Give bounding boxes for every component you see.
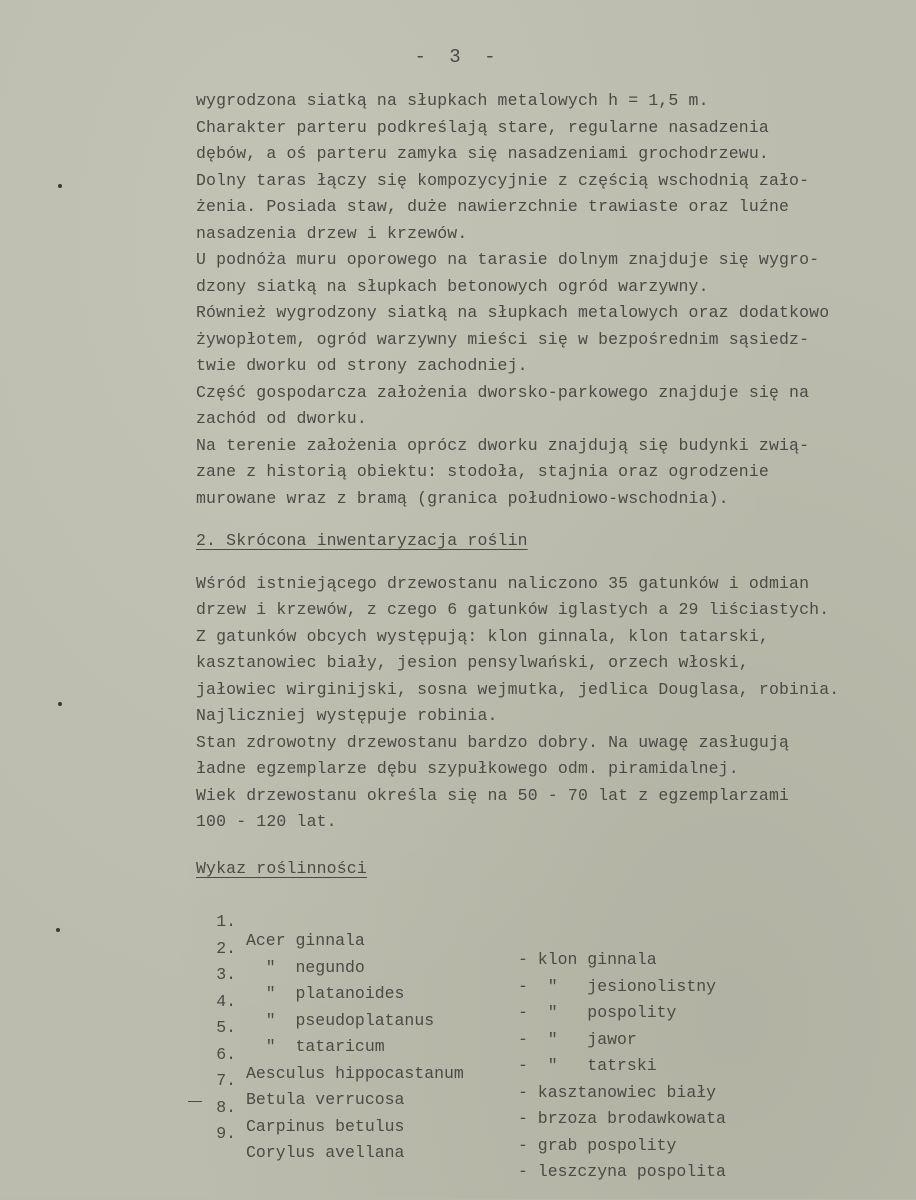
text-line: Wśród istniejącego drzewostanu naliczono 35 gatunków i odmian xyxy=(196,573,810,593)
text-line: murowane wraz z bramą (granica południowo-wschodnia). xyxy=(196,488,729,508)
plant-number: 9. xyxy=(216,1124,236,1143)
text-line: Wiek drzewostanu określa się na 50 - 70 lat z egzemplarzami xyxy=(196,785,790,805)
text-line: Na terenie założenia oprócz dworku znajdują się budynki zwią- xyxy=(196,435,810,455)
text-line: zachód od dworku. xyxy=(196,409,367,428)
plant-number: 7. xyxy=(216,1071,236,1090)
plant-polish-name: - " jesionolistny xyxy=(518,976,717,996)
plant-polish-name: - kasztanowiec biały xyxy=(518,1082,717,1102)
plant-latin-name: Aesculus hippocastanum xyxy=(246,1063,464,1083)
plant-latin-name: " platanoides xyxy=(246,984,405,1003)
plant-polish-name: - " tatrski xyxy=(518,1056,657,1075)
plant-latin-name: Carpinus betulus xyxy=(246,1116,405,1136)
plant-polish-name: - " jawor xyxy=(518,1029,637,1049)
plant-number: 5. xyxy=(216,1018,236,1037)
document-body xyxy=(196,88,908,882)
text-line: Najliczniej występuje robinia. xyxy=(196,706,498,725)
text-line: drzew i krzewów, z czego 6 gatunków iglastych a 29 liściastych. xyxy=(196,600,830,619)
plant-number: 3. xyxy=(216,965,236,984)
plant-polish-name: - klon ginnala xyxy=(518,950,657,969)
plant-polish-name: - " pospolity xyxy=(518,1003,677,1022)
page-number: - 3 - xyxy=(414,46,502,68)
plant-latin-name: Acer ginnala xyxy=(246,931,365,950)
text-line: Charakter parteru podkreślają stare, regularne nasadzenia xyxy=(196,117,769,137)
margin-dot xyxy=(58,702,62,706)
text-line: żenia. Posiada staw, duże nawierzchnie trawiaste oraz luźne xyxy=(196,197,790,216)
text-line: Również wygrodzony siatką na słupkach metalowych oraz dodatkowo xyxy=(196,303,830,322)
text-line: Dolny taras łączy się kompozycyjnie z częścią wschodnią zało- xyxy=(196,170,810,190)
margin-dot xyxy=(56,928,60,932)
text-line: U podnóża muru oporowego na tarasie dolnym znajduje się wygro- xyxy=(196,250,820,269)
text-line: żywopłotem, ogród warzywny mieści się w bezpośrednim sąsiedz- xyxy=(196,329,810,349)
plant-polish-name: - grab pospolity xyxy=(518,1135,677,1155)
text-line: nasadzenia drzew i krzewów. xyxy=(196,223,468,243)
plant-latin-name: Betula verrucosa xyxy=(246,1090,405,1109)
plant-number: 4. xyxy=(216,991,236,1011)
text-line: jałowiec wirginijski, sosna wejmutka, jedlica Douglasa, robinia. xyxy=(196,679,840,699)
text-line: Stan zdrowotny drzewostanu bardzo dobry. Na uwagę zasługują xyxy=(196,732,790,752)
plant-polish-name: - brzoza brodawkowata xyxy=(518,1109,726,1128)
text-line: twie dworku od strony zachodniej. xyxy=(196,356,528,375)
plant-latin-name: Corylus avellana xyxy=(246,1143,405,1162)
text-line: Część gospodarcza założenia dworsko-parkowego znajduje się na xyxy=(196,382,810,402)
margin-dot xyxy=(58,184,62,188)
section-heading: 2. Skrócona inwentaryzacja roślin xyxy=(196,531,528,550)
plant-polish-name: - leszczyna pospolita xyxy=(518,1162,726,1181)
plant-number: 2. xyxy=(216,938,236,958)
text-line: dzony siatką na słupkach betonowych ogród warzywny. xyxy=(196,276,709,296)
plant-number: 1. xyxy=(216,912,236,931)
plant-list xyxy=(196,893,908,1181)
plant-number: 8. xyxy=(216,1097,236,1117)
plant-latin-name: " pseudoplatanus xyxy=(246,1010,435,1030)
text-line: Z gatunków obcych występują: klon ginnala, klon tatarski, xyxy=(196,626,769,646)
text-line: wygrodzona siatką na słupkach metalowych h = 1,5 m. xyxy=(196,91,709,110)
plant-latin-name: " tataricum xyxy=(246,1037,385,1056)
text-line: 100 - 120 lat. xyxy=(196,812,337,831)
plant-latin-name: " negundo xyxy=(246,957,365,977)
text-line: dębów, a oś parteru zamyka się nasadzeniami grochodrzewu. xyxy=(196,144,769,163)
plant-number: 6. xyxy=(216,1044,236,1064)
text-line: ładne egzemplarze dębu szypułkowego odm. piramidalnej. xyxy=(196,759,739,778)
text-line: zane z historią obiektu: stodoła, stajnia oraz ogrodzenie xyxy=(196,462,769,481)
text-line: kasztanowiec biały, jesion pensylwański, orzech włoski, xyxy=(196,653,749,672)
list-heading: Wykaz roślinności xyxy=(196,858,367,878)
